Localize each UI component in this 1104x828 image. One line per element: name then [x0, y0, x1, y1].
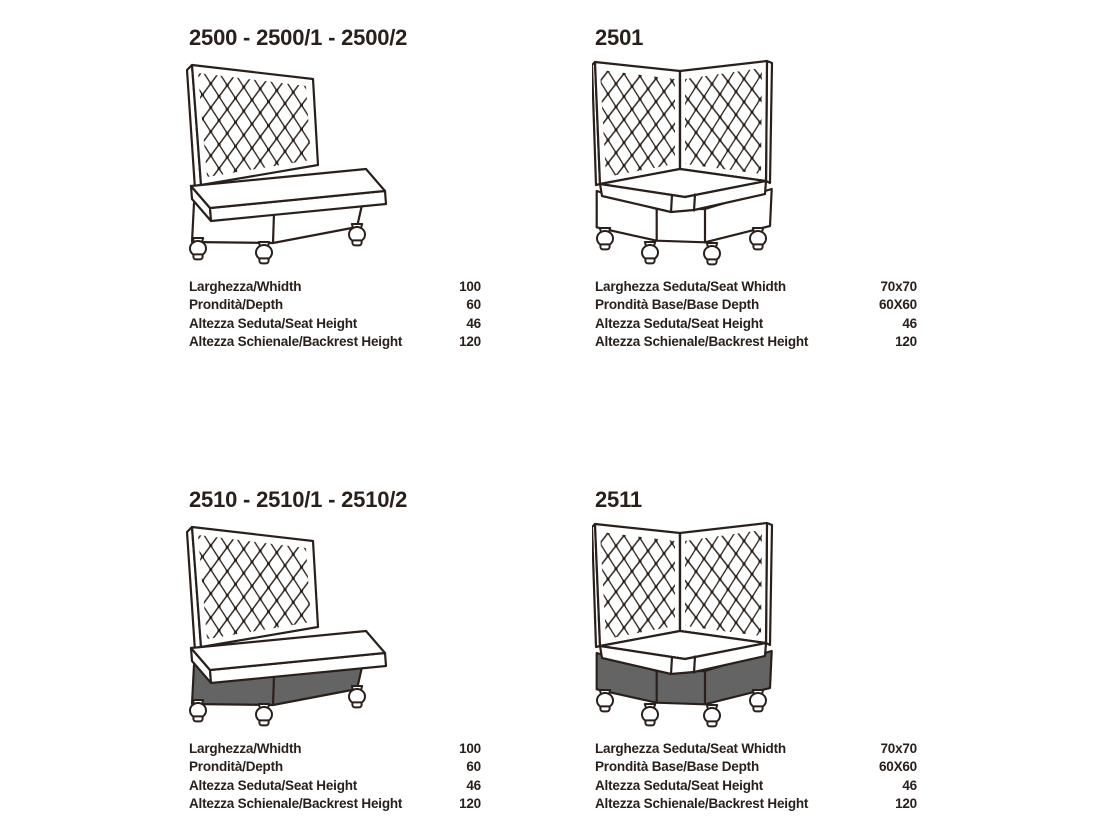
spec-label: Prondità/Depth [189, 759, 283, 775]
spec-value: 70x70 [880, 279, 917, 294]
spec-value: 60X60 [878, 759, 917, 775]
spec-value: 100 [459, 741, 481, 756]
spec-label: Altezza Seduta/Seat Height [189, 777, 358, 793]
spec-value: 46 [466, 777, 481, 793]
spec-value: 70x70 [880, 741, 917, 756]
spec-row [189, 777, 481, 795]
spec-label: Larghezza/Whidth [189, 741, 302, 756]
spec-row [189, 278, 481, 296]
spec-label: Larghezza Seduta/Seat Whidth [595, 279, 786, 294]
bench-illustration [186, 57, 392, 267]
spec-table [189, 740, 481, 814]
spec-value: 120 [459, 334, 481, 350]
spec-value: 46 [902, 777, 917, 793]
spec-row [189, 795, 481, 813]
spec-row [595, 758, 917, 776]
spec-row [189, 740, 481, 758]
spec-row [595, 777, 917, 795]
spec-row [189, 758, 481, 776]
spec-label: Altezza Schienale/Backrest Height [595, 334, 809, 350]
spec-row [189, 333, 481, 351]
spec-row [595, 315, 917, 333]
spec-label: Altezza Seduta/Seat Height [595, 315, 764, 331]
product-title-2501: 2501 [595, 25, 644, 50]
product-title-2500: 2500 - 2500/1 - 2500/2 [189, 25, 408, 50]
spec-label: Larghezza Seduta/Seat Whidth [595, 741, 786, 756]
spec-value: 46 [902, 315, 917, 331]
bench-illustration-dark-base [186, 519, 392, 729]
product-title-2511: 2511 [595, 487, 642, 512]
spec-value: 46 [466, 315, 481, 331]
spec-value: 120 [895, 334, 917, 350]
product-title-2510: 2510 - 2510/1 - 2510/2 [189, 487, 408, 512]
corner-bench-illustration [592, 57, 774, 267]
spec-row [189, 315, 481, 333]
spec-table [595, 278, 917, 352]
spec-row [595, 795, 917, 813]
spec-value: 60X60 [878, 297, 917, 313]
spec-row [595, 296, 917, 314]
spec-row [189, 296, 481, 314]
spec-row [595, 740, 917, 758]
spec-label: Altezza Seduta/Seat Height [189, 315, 358, 331]
spec-value: 60 [466, 759, 481, 775]
spec-label: Prondità Base/Base Depth [595, 297, 759, 313]
spec-table [595, 740, 917, 814]
spec-row [595, 333, 917, 351]
spec-value: 100 [459, 279, 481, 294]
spec-value: 60 [466, 297, 481, 313]
spec-table [189, 278, 481, 352]
spec-row [595, 278, 917, 296]
spec-label: Larghezza/Whidth [189, 279, 302, 294]
spec-label: Altezza Seduta/Seat Height [595, 777, 764, 793]
spec-value: 120 [459, 796, 481, 812]
spec-label: Altezza Schienale/Backrest Height [595, 796, 809, 812]
spec-label: Prondità Base/Base Depth [595, 759, 759, 775]
spec-label: Altezza Schienale/Backrest Height [189, 334, 403, 350]
spec-value: 120 [895, 796, 917, 812]
spec-label: Prondità/Depth [189, 297, 283, 313]
corner-bench-illustration-dark-base [592, 519, 774, 729]
spec-label: Altezza Schienale/Backrest Height [189, 796, 403, 812]
